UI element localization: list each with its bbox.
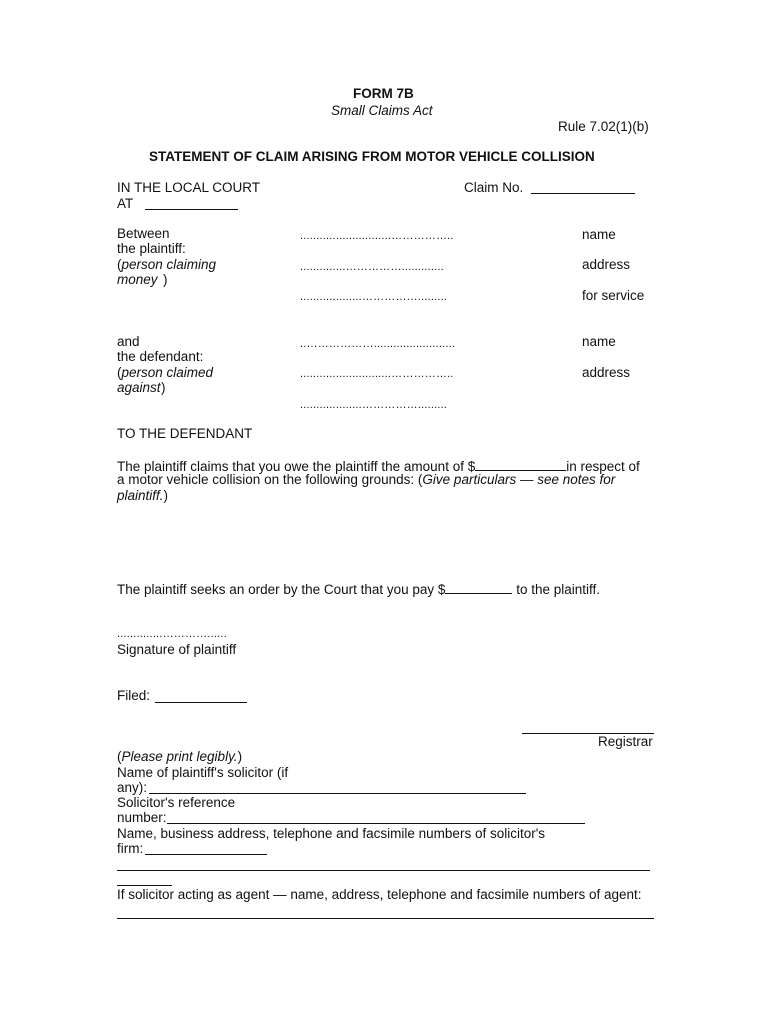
claim-text-ital: Give particulars — see notes for — [422, 472, 616, 487]
claim-text-close: ) — [163, 488, 169, 503]
solicitor-ref-label: Solicitor's reference — [117, 795, 236, 810]
solicitor-ref-field[interactable] — [167, 823, 585, 824]
form-number: FORM 7B — [353, 86, 414, 101]
plaintiff-description: (person claiming — [117, 257, 217, 272]
claim-number-field[interactable] — [531, 193, 635, 194]
solicitor-name-label-2: any): — [117, 780, 148, 795]
between-label: Between — [117, 226, 170, 241]
plaintiff-name-label: name — [582, 227, 616, 242]
claim-line-3 — [117, 488, 168, 504]
print-open: ( — [117, 749, 122, 764]
signature-label: Signature of plaintiff — [117, 642, 237, 657]
court-location-field[interactable] — [145, 209, 238, 210]
solicitor-firm-field-3[interactable] — [117, 885, 172, 886]
print-text: Please print legibly. — [121, 749, 238, 764]
plaintiff-address-label: address — [582, 257, 631, 272]
print-close: ) — [237, 749, 243, 764]
claim-text-c: a motor vehicle collision on the following grounds: ( — [117, 472, 423, 487]
order-line — [117, 580, 600, 598]
court-at-label: AT — [117, 196, 134, 211]
registrar-label: Registrar — [598, 734, 653, 749]
solicitor-ref-label-2: number: — [117, 810, 167, 825]
order-amount-field[interactable] — [445, 580, 512, 594]
plaintiff-desc-text: person claiming — [121, 257, 217, 272]
plaintiff-label: the plaintiff: — [117, 241, 186, 256]
defendant-address-field[interactable]: ............................…………….. — [300, 368, 454, 380]
filed-date-field[interactable] — [155, 702, 247, 703]
agent-field[interactable] — [117, 918, 654, 919]
plaintiff-address-field[interactable]: ..............……………............. — [300, 261, 444, 273]
defendant-desc-close: ) — [161, 380, 166, 395]
defendant-address2-field[interactable]: ...................……………......... — [300, 399, 448, 411]
form-title: STATEMENT OF CLAIM ARISING FROM MOTOR VEHICLE COLLISION — [149, 149, 595, 164]
claim-text-ital-2: plaintiff. — [117, 488, 164, 503]
defendant-address-label: address — [582, 365, 631, 380]
plaintiff-desc-line2: money — [117, 272, 158, 287]
order-text-b: to the plaintiff. — [512, 582, 601, 597]
defendant-description: (person claimed — [117, 365, 214, 380]
solicitor-name-field[interactable] — [149, 793, 526, 794]
print-legibly-note — [117, 749, 242, 765]
plaintiff-desc-close: ) — [163, 272, 168, 287]
plaintiff-service-label: for service — [582, 288, 645, 303]
claim-text-a: The plaintiff claims that you owe the plaintiff the amount of $ — [117, 459, 476, 474]
solicitor-firm-label: Name, business address, telephone and facsimile numbers of solicitor's — [117, 826, 546, 841]
solicitor-firm-field-2[interactable] — [117, 870, 650, 871]
plaintiff-name-field[interactable]: ............................…………….. — [300, 230, 454, 242]
claim-line-2 — [117, 472, 615, 488]
defendant-label: the defendant: — [117, 349, 204, 364]
claim-number-label: Claim No. — [464, 180, 524, 195]
defendant-name-field[interactable]: ..………………......................... — [300, 338, 456, 350]
solicitor-name-label: Name of plaintiff's solicitor (if — [117, 765, 289, 780]
defendant-desc-text: person claimed — [121, 365, 214, 380]
rule-reference: Rule 7.02(1)(b) — [558, 119, 649, 134]
act-name: Small Claims Act — [331, 103, 433, 118]
and-label: and — [117, 334, 140, 349]
claim-text-b: in respect of — [566, 459, 640, 474]
to-defendant-heading: TO THE DEFENDANT — [117, 426, 253, 441]
defendant-name-label: name — [582, 334, 616, 349]
filed-label: Filed: — [117, 688, 151, 703]
defendant-desc-line2: against — [117, 380, 161, 395]
solicitor-firm-label-2: firm: — [117, 841, 144, 856]
court-label: IN THE LOCAL COURT — [117, 180, 261, 195]
agent-label: If solicitor acting as agent — name, address, telephone and facsimile numbers of agent: — [117, 887, 642, 902]
order-text-a: The plaintiff seeks an order by the Court that you pay $ — [117, 582, 446, 597]
plaintiff-service-field[interactable]: ...................……………......... — [300, 291, 448, 303]
solicitor-firm-field[interactable] — [145, 854, 267, 855]
signature-field[interactable]: ..............…………...... — [117, 628, 227, 640]
claim-amount-field[interactable] — [475, 457, 566, 471]
